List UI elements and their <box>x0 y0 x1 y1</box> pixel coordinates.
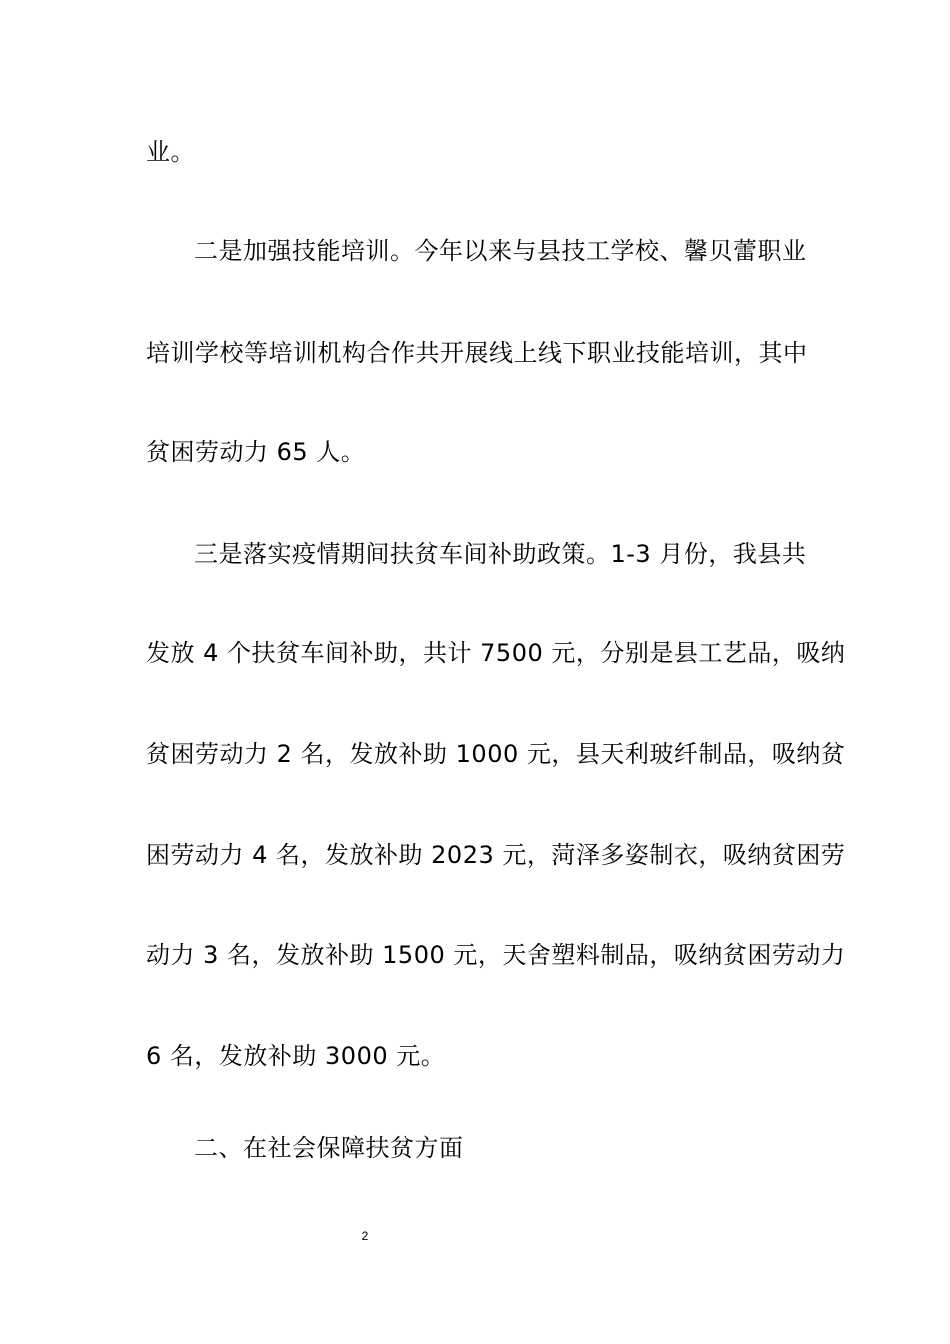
paragraph-line: 业。 <box>146 138 195 166</box>
paragraph-line: 贫困劳动力 2 名，发放补助 1000 元，县天利玻纤制品，吸纳贫 <box>146 740 846 768</box>
section-heading: 二、在社会保障扶贫方面 <box>194 1134 464 1162</box>
paragraph-line: 发放 4 个扶贫车间补助，共计 7500 元，分别是县工艺品，吸纳 <box>146 639 846 667</box>
paragraph-line: 6 名，发放补助 3000 元。 <box>146 1042 446 1070</box>
page-number: 2 <box>361 1229 369 1243</box>
paragraph-line: 二是加强技能培训。今年以来与县技工学校、馨贝蕾职业 <box>194 237 807 265</box>
paragraph-line: 困劳动力 4 名，发放补助 2023 元，菏泽多姿制衣，吸纳贫困劳 <box>146 841 846 869</box>
paragraph-line: 培训学校等培训机构合作共开展线上线下职业技能培训，其中 <box>146 339 808 367</box>
paragraph-line: 动力 3 名，发放补助 1500 元，天舍塑料制品，吸纳贫困劳动力 <box>146 941 846 969</box>
paragraph-line: 贫困劳动力 65 人。 <box>146 438 366 466</box>
paragraph-line: 三是落实疫情期间扶贫车间补助政策。1-3 月份，我县共 <box>194 540 807 568</box>
